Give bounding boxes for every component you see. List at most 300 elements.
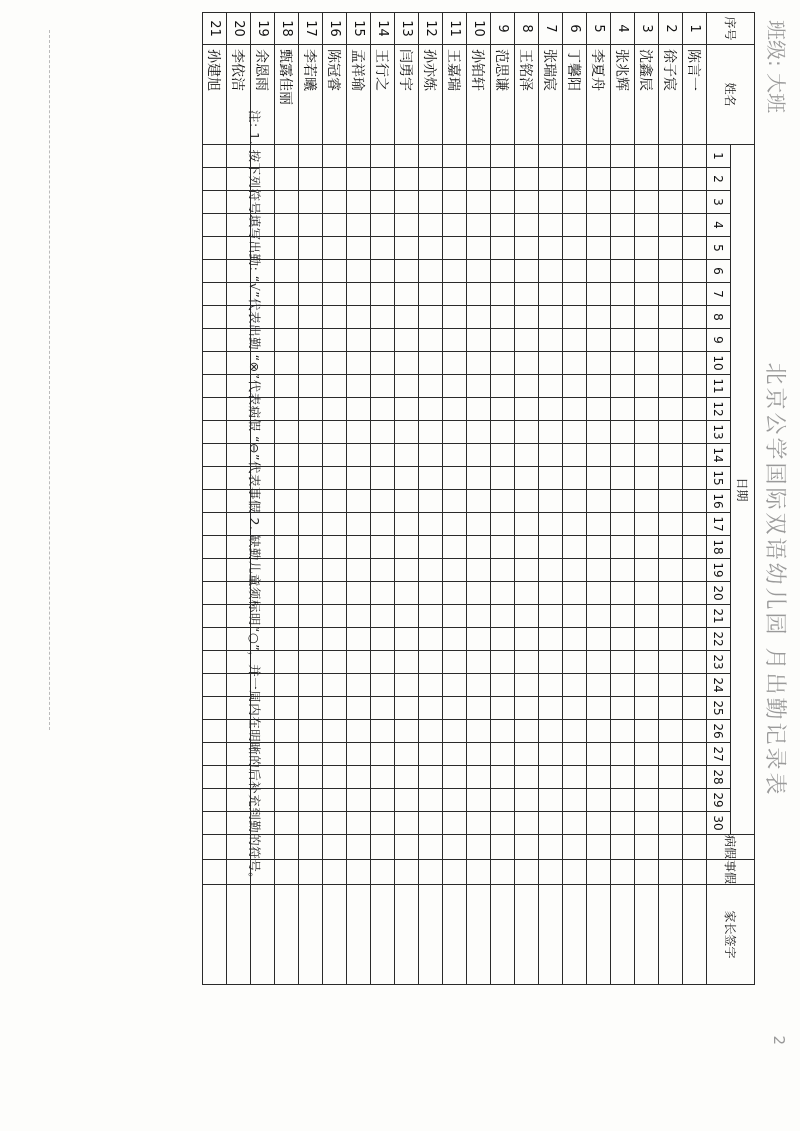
attendance-cell	[347, 766, 371, 789]
attendance-cell	[539, 513, 563, 536]
attendance-cell	[299, 145, 323, 168]
attendance-cell	[467, 812, 491, 835]
attendance-cell	[515, 283, 539, 306]
sick-leave-cell	[443, 835, 467, 860]
personal-leave-cell	[395, 860, 419, 885]
attendance-cell	[467, 674, 491, 697]
attendance-cell	[659, 421, 683, 444]
attendance-cell	[683, 444, 707, 467]
attendance-cell	[443, 559, 467, 582]
attendance-cell	[467, 283, 491, 306]
student-index: 4	[611, 13, 635, 45]
student-index: 12	[419, 13, 443, 45]
attendance-cell	[203, 329, 227, 352]
attendance-cell	[419, 743, 443, 766]
attendance-cell	[611, 306, 635, 329]
attendance-cell	[347, 168, 371, 191]
attendance-cell	[347, 444, 371, 467]
attendance-cell	[419, 490, 443, 513]
attendance-cell	[587, 812, 611, 835]
student-index: 16	[323, 13, 347, 45]
attendance-cell	[371, 398, 395, 421]
attendance-cell	[203, 260, 227, 283]
personal-leave-cell	[371, 860, 395, 885]
attendance-cell	[635, 329, 659, 352]
attendance-cell	[395, 237, 419, 260]
attendance-cell	[395, 605, 419, 628]
attendance-cell	[419, 467, 443, 490]
student-row	[563, 13, 587, 985]
attendance-cell	[203, 697, 227, 720]
attendance-cell	[587, 214, 611, 237]
attendance-cell	[467, 306, 491, 329]
attendance-cell	[611, 789, 635, 812]
attendance-cell	[203, 490, 227, 513]
day-number: 6	[707, 260, 731, 283]
attendance-cell	[611, 145, 635, 168]
attendance-cell	[203, 214, 227, 237]
day-number: 10	[707, 352, 731, 375]
attendance-cell	[347, 145, 371, 168]
attendance-cell	[611, 168, 635, 191]
attendance-cell	[539, 214, 563, 237]
attendance-cell	[563, 444, 587, 467]
attendance-cell	[611, 766, 635, 789]
attendance-cell	[395, 421, 419, 444]
attendance-cell	[563, 789, 587, 812]
attendance-cell	[371, 214, 395, 237]
attendance-cell	[467, 352, 491, 375]
student-name: 甄露佳丽	[275, 45, 299, 145]
attendance-cell	[683, 628, 707, 651]
attendance-cell	[371, 260, 395, 283]
attendance-cell	[395, 467, 419, 490]
attendance-cell	[347, 352, 371, 375]
student-name: 沈鑫辰	[635, 45, 659, 145]
day-number: 29	[707, 789, 731, 812]
attendance-cell	[491, 743, 515, 766]
attendance-cell	[491, 237, 515, 260]
attendance-cell	[443, 168, 467, 191]
attendance-cell	[635, 605, 659, 628]
attendance-cell	[635, 651, 659, 674]
attendance-cell	[347, 191, 371, 214]
attendance-cell	[443, 444, 467, 467]
attendance-cell	[491, 214, 515, 237]
attendance-cell	[275, 513, 299, 536]
attendance-cell	[275, 237, 299, 260]
attendance-cell	[299, 720, 323, 743]
student-row	[611, 13, 635, 985]
attendance-cell	[275, 145, 299, 168]
attendance-cell	[443, 283, 467, 306]
parent-signature-cell	[491, 885, 515, 985]
student-name: 王铭泽	[515, 45, 539, 145]
attendance-cell	[203, 283, 227, 306]
attendance-cell	[611, 697, 635, 720]
sick-leave-cell	[275, 835, 299, 860]
attendance-cell	[419, 559, 443, 582]
attendance-cell	[659, 467, 683, 490]
day-number: 22	[707, 628, 731, 651]
attendance-cell	[299, 214, 323, 237]
attendance-cell	[659, 628, 683, 651]
attendance-cell	[203, 237, 227, 260]
attendance-cell	[515, 628, 539, 651]
attendance-cell	[491, 398, 515, 421]
attendance-cell	[683, 697, 707, 720]
attendance-cell	[587, 421, 611, 444]
student-row	[683, 13, 707, 985]
attendance-cell	[587, 697, 611, 720]
attendance-cell	[515, 513, 539, 536]
attendance-cell	[443, 582, 467, 605]
attendance-cell	[419, 283, 443, 306]
attendance-cell	[467, 513, 491, 536]
attendance-cell	[539, 168, 563, 191]
attendance-cell	[323, 559, 347, 582]
attendance-cell	[515, 743, 539, 766]
attendance-cell	[395, 168, 419, 191]
attendance-cell	[371, 467, 395, 490]
student-name: 陈言一	[683, 45, 707, 145]
attendance-cell	[563, 168, 587, 191]
attendance-cell	[275, 720, 299, 743]
student-row	[539, 13, 563, 985]
parent-signature-cell	[587, 885, 611, 985]
attendance-cell	[659, 375, 683, 398]
attendance-cell	[563, 766, 587, 789]
attendance-cell	[323, 812, 347, 835]
attendance-cell	[371, 536, 395, 559]
attendance-cell	[203, 559, 227, 582]
attendance-cell	[539, 398, 563, 421]
attendance-cell	[203, 467, 227, 490]
attendance-cell	[683, 651, 707, 674]
attendance-cell	[587, 766, 611, 789]
attendance-cell	[659, 283, 683, 306]
attendance-cell	[587, 789, 611, 812]
attendance-cell	[491, 628, 515, 651]
attendance-cell	[419, 444, 443, 467]
attendance-cell	[563, 628, 587, 651]
attendance-cell	[371, 651, 395, 674]
attendance-cell	[539, 789, 563, 812]
attendance-cell	[347, 375, 371, 398]
sick-leave-cell	[563, 835, 587, 860]
attendance-cell	[587, 398, 611, 421]
student-index: 6	[563, 13, 587, 45]
day-number: 16	[707, 490, 731, 513]
attendance-cell	[467, 145, 491, 168]
attendance-cell	[515, 490, 539, 513]
student-index: 7	[539, 13, 563, 45]
attendance-cell	[539, 375, 563, 398]
sick-leave-cell	[323, 835, 347, 860]
attendance-cell	[371, 743, 395, 766]
header-parent-signature: 家长签字	[707, 885, 755, 985]
attendance-cell	[611, 352, 635, 375]
attendance-cell	[491, 812, 515, 835]
student-name: 闫勇宇	[395, 45, 419, 145]
attendance-cell	[395, 582, 419, 605]
attendance-cell	[419, 237, 443, 260]
attendance-cell	[683, 168, 707, 191]
attendance-cell	[323, 214, 347, 237]
attendance-cell	[299, 766, 323, 789]
attendance-cell	[347, 559, 371, 582]
attendance-cell	[587, 628, 611, 651]
attendance-cell	[515, 812, 539, 835]
attendance-cell	[491, 467, 515, 490]
attendance-cell	[635, 260, 659, 283]
student-index: 5	[587, 13, 611, 45]
parent-signature-cell	[539, 885, 563, 985]
attendance-cell	[371, 789, 395, 812]
student-name: 孙亦炼	[419, 45, 443, 145]
attendance-cell	[323, 168, 347, 191]
attendance-cell	[443, 421, 467, 444]
attendance-cell	[563, 467, 587, 490]
attendance-cell	[683, 421, 707, 444]
parent-signature-cell	[635, 885, 659, 985]
attendance-cell	[371, 421, 395, 444]
attendance-cell	[515, 582, 539, 605]
attendance-cell	[275, 674, 299, 697]
attendance-cell	[587, 260, 611, 283]
sick-leave-cell	[395, 835, 419, 860]
attendance-cell	[347, 720, 371, 743]
attendance-cell	[419, 628, 443, 651]
attendance-cell	[683, 812, 707, 835]
attendance-cell	[443, 352, 467, 375]
attendance-cell	[539, 605, 563, 628]
attendance-cell	[467, 467, 491, 490]
attendance-cell	[275, 191, 299, 214]
attendance-cell	[515, 306, 539, 329]
attendance-cell	[323, 306, 347, 329]
attendance-cell	[467, 398, 491, 421]
attendance-cell	[491, 145, 515, 168]
student-name: 王嘉瑞	[443, 45, 467, 145]
attendance-cell	[611, 743, 635, 766]
student-row	[275, 13, 299, 985]
attendance-cell	[299, 513, 323, 536]
attendance-cell	[467, 536, 491, 559]
attendance-cell	[683, 720, 707, 743]
attendance-cell	[347, 283, 371, 306]
attendance-cell	[419, 605, 443, 628]
attendance-cell	[539, 582, 563, 605]
attendance-cell	[635, 283, 659, 306]
personal-leave-cell	[323, 860, 347, 885]
attendance-cell	[563, 697, 587, 720]
sick-leave-cell	[491, 835, 515, 860]
attendance-cell	[323, 467, 347, 490]
attendance-cell	[587, 283, 611, 306]
attendance-cell	[347, 513, 371, 536]
attendance-cell	[563, 812, 587, 835]
day-number: 28	[707, 766, 731, 789]
attendance-cell	[299, 674, 323, 697]
attendance-cell	[635, 444, 659, 467]
attendance-cell	[563, 559, 587, 582]
attendance-cell	[419, 145, 443, 168]
attendance-cell	[419, 697, 443, 720]
attendance-cell	[371, 582, 395, 605]
attendance-cell	[443, 191, 467, 214]
attendance-cell	[683, 674, 707, 697]
attendance-cell	[347, 582, 371, 605]
sick-leave-cell	[539, 835, 563, 860]
student-name: 徐子宸	[659, 45, 683, 145]
attendance-cell	[491, 168, 515, 191]
student-name: 张瑞宸	[539, 45, 563, 145]
day-number: 11	[707, 375, 731, 398]
attendance-cell	[467, 168, 491, 191]
student-index: 1	[683, 13, 707, 45]
attendance-cell	[323, 352, 347, 375]
attendance-cell	[659, 720, 683, 743]
attendance-cell	[419, 375, 443, 398]
attendance-cell	[611, 812, 635, 835]
attendance-cell	[323, 743, 347, 766]
sick-leave-cell	[587, 835, 611, 860]
student-name: 余恩雨	[251, 45, 275, 145]
attendance-cell	[635, 513, 659, 536]
attendance-cell	[419, 536, 443, 559]
attendance-cell	[683, 582, 707, 605]
attendance-cell	[611, 467, 635, 490]
attendance-cell	[275, 421, 299, 444]
attendance-cell	[539, 467, 563, 490]
attendance-cell	[683, 237, 707, 260]
attendance-cell	[467, 444, 491, 467]
attendance-cell	[371, 375, 395, 398]
parent-signature-cell	[299, 885, 323, 985]
day-number: 19	[707, 559, 731, 582]
attendance-cell	[299, 444, 323, 467]
attendance-cell	[467, 260, 491, 283]
attendance-cell	[419, 789, 443, 812]
attendance-cell	[587, 605, 611, 628]
attendance-cell	[275, 214, 299, 237]
attendance-cell	[371, 237, 395, 260]
attendance-cell	[395, 214, 419, 237]
personal-leave-cell	[467, 860, 491, 885]
attendance-cell	[563, 145, 587, 168]
attendance-cell	[395, 352, 419, 375]
personal-leave-cell	[659, 860, 683, 885]
attendance-cell	[563, 306, 587, 329]
attendance-cell	[203, 513, 227, 536]
personal-leave-cell	[203, 860, 227, 885]
attendance-cell	[563, 490, 587, 513]
attendance-cell	[419, 766, 443, 789]
attendance-cell	[203, 421, 227, 444]
attendance-cell	[467, 559, 491, 582]
attendance-cell	[443, 720, 467, 743]
attendance-cell	[467, 605, 491, 628]
attendance-cell	[683, 789, 707, 812]
attendance-cell	[611, 559, 635, 582]
attendance-cell	[659, 766, 683, 789]
student-row	[635, 13, 659, 985]
attendance-cell	[323, 697, 347, 720]
attendance-cell	[347, 536, 371, 559]
student-row	[659, 13, 683, 985]
attendance-cell	[635, 191, 659, 214]
attendance-cell	[203, 766, 227, 789]
attendance-cell	[443, 536, 467, 559]
student-name: 李依洁	[227, 45, 251, 145]
sick-leave-cell	[467, 835, 491, 860]
student-row	[395, 13, 419, 985]
student-index: 9	[491, 13, 515, 45]
attendance-cell	[659, 168, 683, 191]
attendance-table	[202, 12, 755, 985]
attendance-cell	[203, 812, 227, 835]
attendance-cell	[611, 536, 635, 559]
attendance-cell	[299, 260, 323, 283]
attendance-cell	[419, 260, 443, 283]
parent-signature-cell	[323, 885, 347, 985]
parent-signature-cell	[515, 885, 539, 985]
attendance-cell	[683, 766, 707, 789]
attendance-cell	[443, 375, 467, 398]
attendance-cell	[491, 582, 515, 605]
attendance-cell	[467, 237, 491, 260]
sick-leave-cell	[419, 835, 443, 860]
attendance-cell	[323, 789, 347, 812]
attendance-cell	[515, 467, 539, 490]
attendance-cell	[395, 306, 419, 329]
attendance-cell	[491, 352, 515, 375]
attendance-cell	[323, 766, 347, 789]
attendance-cell	[659, 490, 683, 513]
attendance-cell	[539, 260, 563, 283]
attendance-cell	[395, 628, 419, 651]
attendance-cell	[635, 766, 659, 789]
attendance-cell	[515, 237, 539, 260]
personal-leave-cell	[275, 860, 299, 885]
sick-leave-cell	[371, 835, 395, 860]
attendance-cell	[323, 605, 347, 628]
attendance-cell	[635, 237, 659, 260]
attendance-cell	[611, 329, 635, 352]
attendance-cell	[299, 467, 323, 490]
attendance-cell	[563, 651, 587, 674]
attendance-cell	[515, 651, 539, 674]
attendance-cell	[563, 283, 587, 306]
attendance-cell	[683, 536, 707, 559]
attendance-cell	[611, 214, 635, 237]
attendance-cell	[635, 375, 659, 398]
student-index: 19	[251, 13, 275, 45]
student-row	[323, 13, 347, 985]
attendance-cell	[419, 398, 443, 421]
sick-leave-cell	[635, 835, 659, 860]
attendance-cell	[491, 674, 515, 697]
attendance-cell	[371, 674, 395, 697]
attendance-cell	[443, 674, 467, 697]
attendance-cell	[659, 697, 683, 720]
attendance-cell	[347, 812, 371, 835]
attendance-cell	[659, 651, 683, 674]
attendance-cell	[443, 306, 467, 329]
student-index: 11	[443, 13, 467, 45]
sick-leave-cell	[659, 835, 683, 860]
